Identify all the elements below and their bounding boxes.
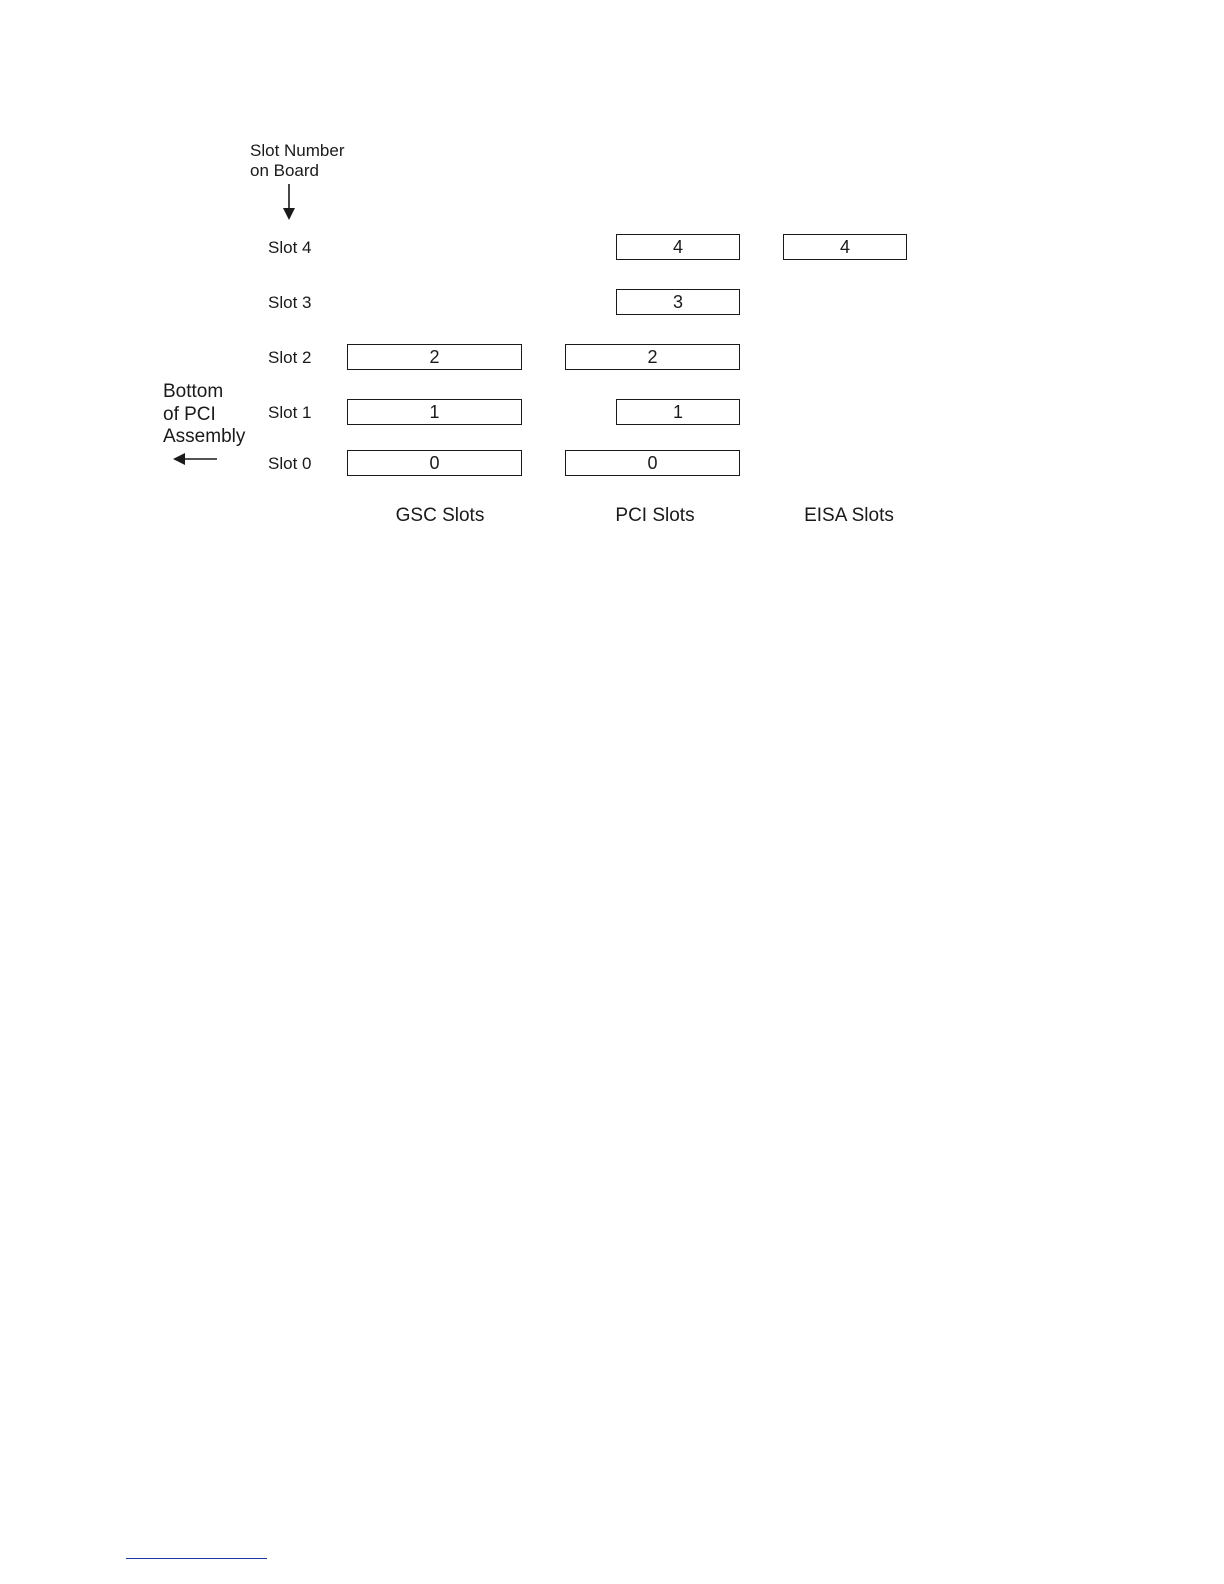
pci-slot-4-number: 4 — [672, 237, 683, 257]
gsc-slot-2 — [347, 344, 522, 370]
arrow-down-icon — [281, 184, 297, 222]
row-label-slot-2: Slot 2 — [268, 348, 312, 367]
pci-slot-4 — [616, 234, 740, 260]
caption-line-1: Slot Number — [250, 141, 345, 160]
pci-slot-1 — [616, 399, 740, 425]
slot-number-caption — [250, 141, 344, 181]
gsc-slot-1-number: 1 — [429, 402, 440, 422]
eisa-slot-4 — [783, 234, 907, 260]
pci-slot-0 — [565, 450, 740, 476]
side-note-line-1: Bottom — [163, 381, 224, 402]
gsc-slot-1 — [347, 399, 522, 425]
side-note-line-2: of PCI — [163, 403, 216, 425]
footnote-rule — [126, 1558, 267, 1559]
arrow-left-icon — [171, 452, 219, 466]
pci-slot-3 — [616, 289, 740, 315]
row-label-slot-3: Slot 3 — [268, 293, 312, 312]
row-label-slot-4: Slot 4 — [268, 238, 312, 257]
side-note-line-3: Assembly — [163, 426, 246, 447]
pci-slot-2-number: 2 — [647, 347, 658, 367]
eisa-slot-4-number: 4 — [839, 237, 850, 257]
pci-slot-1-number: 1 — [672, 402, 683, 422]
bottom-of-pci-assembly-note — [163, 381, 245, 449]
pci-slots-header: PCI Slots — [615, 505, 695, 526]
pci-slot-3-number: 3 — [672, 292, 683, 312]
gsc-slot-0 — [347, 450, 522, 476]
row-label-slot-0: Slot 0 — [268, 454, 312, 473]
pci-slot-0-number: 0 — [647, 453, 658, 473]
row-label-slot-1: Slot 1 — [268, 403, 312, 422]
gsc-slots-header: GSC Slots — [395, 505, 485, 526]
gsc-slot-0-number: 0 — [429, 453, 440, 473]
caption-line-2: on Board — [250, 161, 319, 180]
pci-slot-2 — [565, 344, 740, 370]
eisa-slots-header: EISA Slots — [804, 505, 894, 526]
gsc-slot-2-number: 2 — [429, 347, 440, 367]
